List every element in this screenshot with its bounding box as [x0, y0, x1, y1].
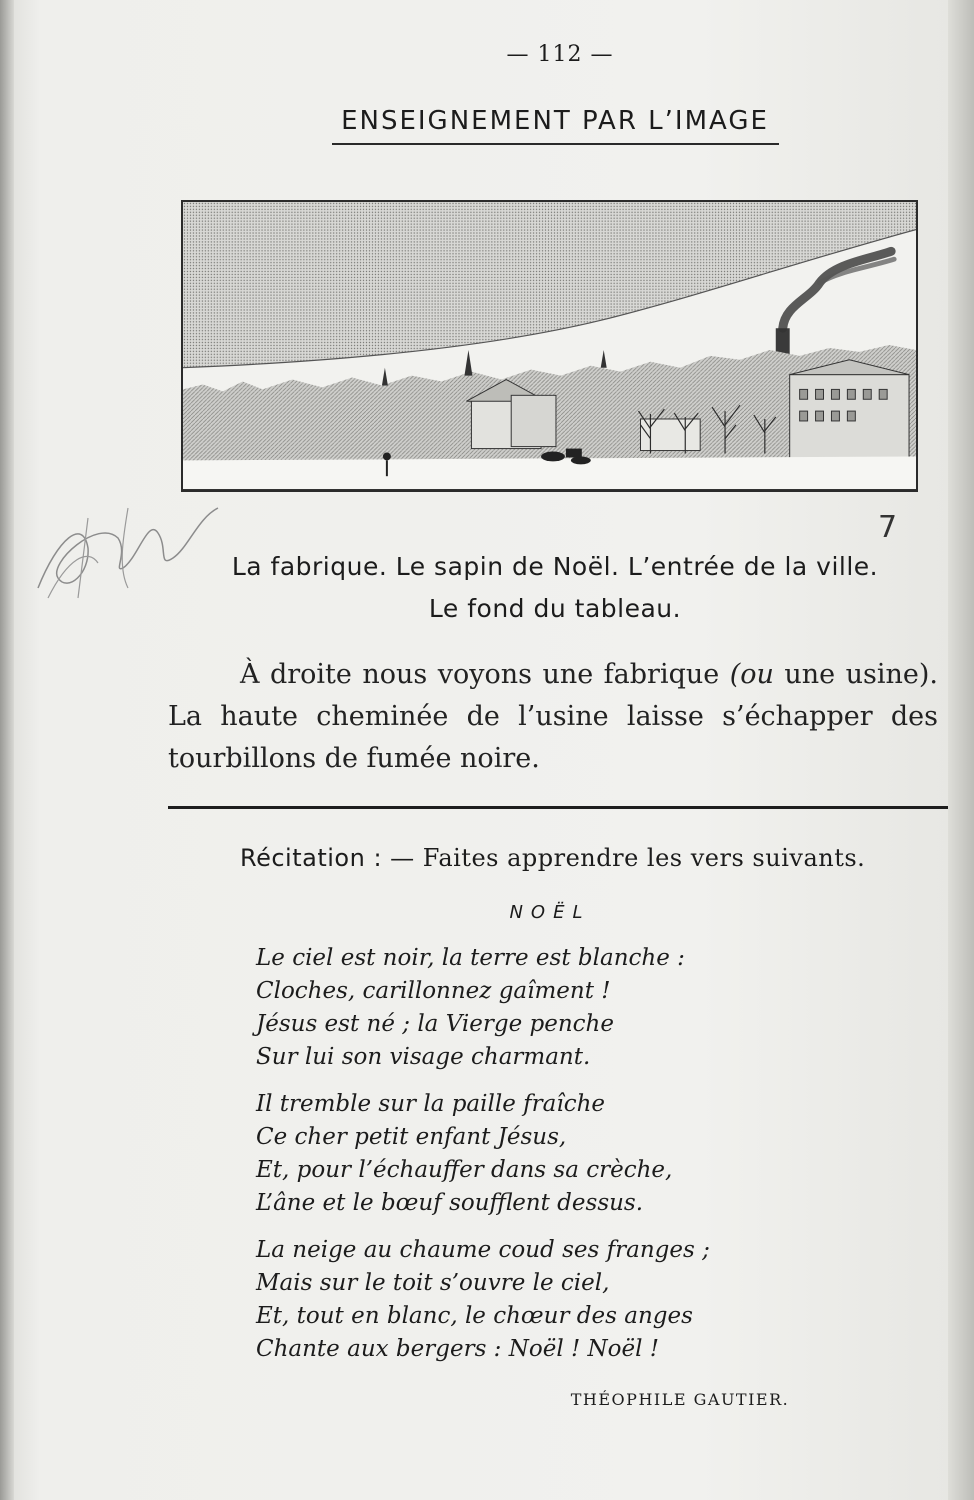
poem-title: NOËL	[509, 902, 591, 923]
illustration-caption	[160, 546, 950, 630]
section-divider	[168, 806, 948, 809]
page-right-edge	[948, 0, 974, 1500]
winter-town-illustration	[181, 200, 918, 492]
poem-verse: Et, tout en blanc, le chœur des anges	[256, 1303, 693, 1329]
poem-stanza	[256, 1088, 896, 1220]
caption-line: Le fond du tableau.	[428, 594, 682, 623]
poem-verse: L’âne et le bœuf soufflent dessus.	[256, 1190, 644, 1216]
poem-verse: Cloches, carillonnez gaîment !	[256, 978, 611, 1004]
poem-verse: Il tremble sur la paille fraîche	[256, 1091, 606, 1117]
poem-verse: Mais sur le toit s’ouvre le ciel,	[256, 1270, 610, 1296]
town-scene-drawing	[183, 202, 916, 490]
poem-verse: Chante aux bergers : Noël ! Noël !	[256, 1336, 660, 1362]
recitation-text: — Faites apprendre les vers suivants.	[382, 844, 866, 872]
poem-stanza	[256, 942, 896, 1074]
caption-line: La fabrique. Le sapin de Noël. L’entrée de la ville.	[231, 552, 879, 581]
poem-verse: Le ciel est noir, la terre est blanche :	[256, 945, 685, 971]
poem-author: THÉOPHILE GAUTIER.	[570, 1390, 790, 1409]
poem-verse: La neige au chaume coud ses franges ;	[256, 1237, 710, 1263]
recitation-label: Récitation :	[240, 844, 383, 872]
poem-verse: Sur lui son visage charmant.	[256, 1044, 591, 1070]
paragraph-text: une usine). La haute cheminée de l’usine laisse s’échapper des tourbillons de fumée noire.	[168, 659, 938, 774]
recitation-instruction	[240, 844, 940, 872]
section-title: ENSEIGNEMENT PAR L’IMAGE	[341, 106, 769, 136]
page-left-edge	[0, 0, 14, 1500]
description-paragraph	[168, 654, 938, 780]
poem-verse: Ce cher petit enfant Jésus,	[256, 1124, 567, 1150]
poem	[256, 942, 896, 1380]
poem-verse: Jésus est né ; la Vierge penche	[256, 1011, 614, 1037]
poem-verse: Et, pour l’échauffer dans sa crèche,	[256, 1157, 673, 1183]
title-underline	[332, 143, 779, 145]
paragraph-italic: (ou	[729, 659, 774, 690]
paragraph-text: À droite nous voyons une fabrique	[240, 659, 730, 690]
page-number: — 112 —	[506, 42, 614, 67]
poem-stanza	[256, 1234, 896, 1366]
margin-annotation: 7	[878, 510, 898, 545]
